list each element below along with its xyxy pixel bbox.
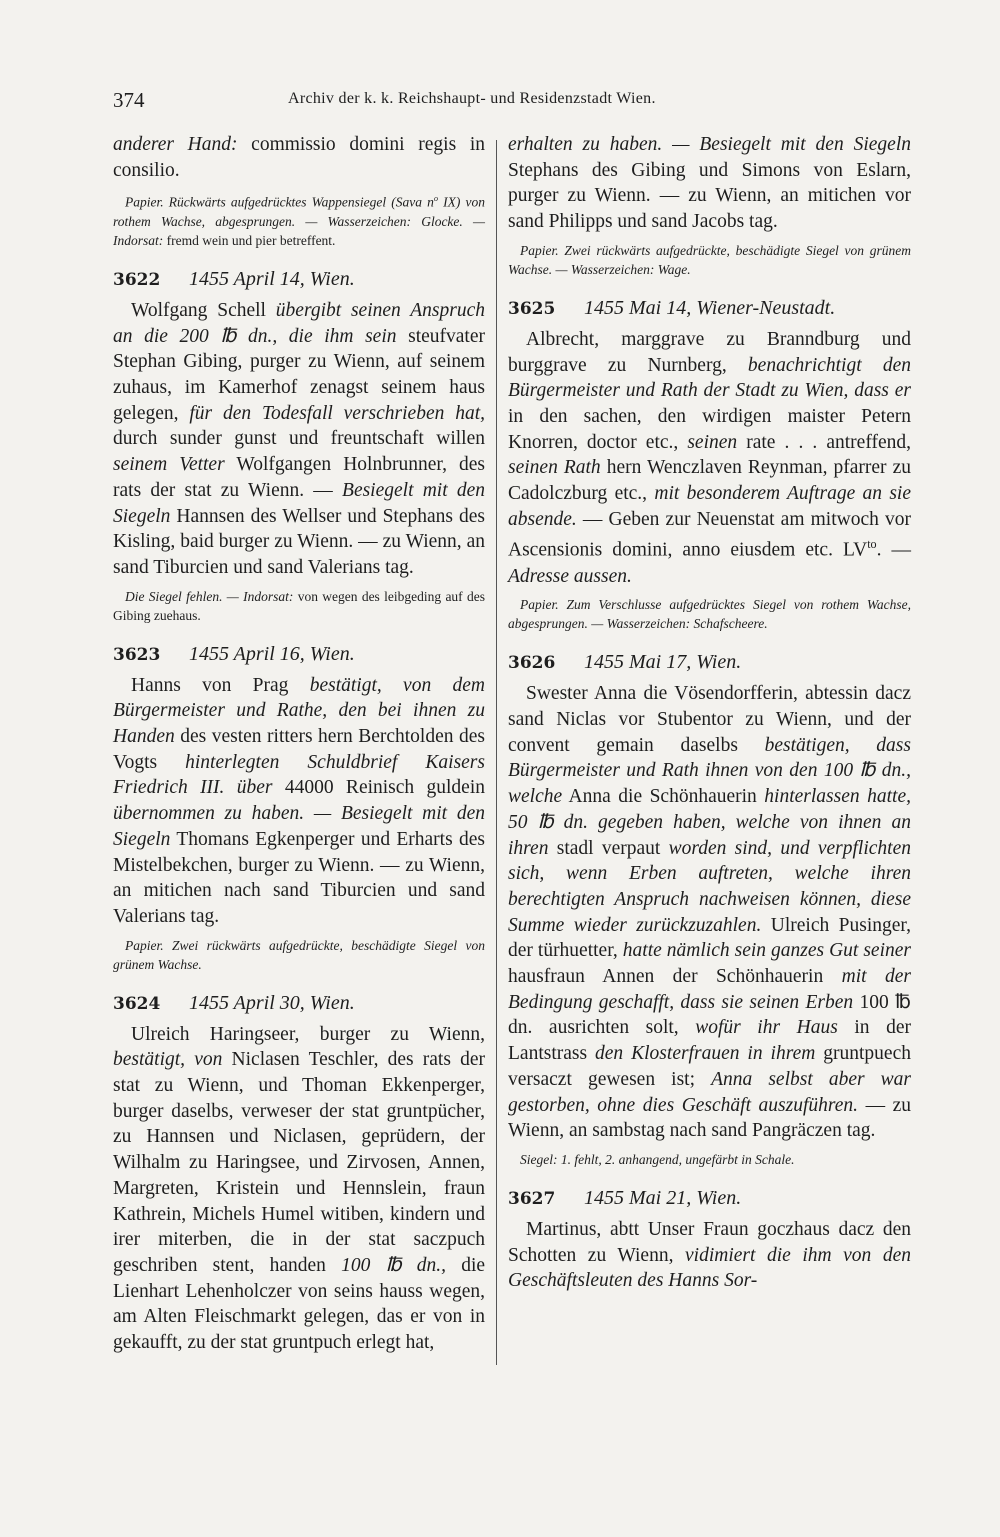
entry-heading [508, 1187, 911, 1215]
text-run: worden sind, und verpflichten sich, wenn Erben auftreten, welche ihren berechtigten Anspruch nachweisen können, diese Summe wieder zurückzuzahlen. [508, 837, 911, 936]
text-run: des vesten ritters hern Berchtolden des Vogts [113, 726, 485, 773]
text-run: wofür ihr Haus [695, 1017, 838, 1039]
entry-heading [113, 643, 485, 671]
text-run: Martinus, abtt Unser Fraun goczhaus dacz den Schotten zu Wienn, [508, 1219, 911, 1266]
entry-3624 [113, 992, 485, 1356]
text-run: Papier. Zum Verschlusse aufgedrücktes Siegel von rothem Wachse, abgesprungen. — Wasserzeichen: Schafscheere. [508, 597, 911, 632]
text-run: vidimiert die ihm von den Geschäftsleuten des Hanns Sor- [508, 1244, 911, 1292]
entry-heading [113, 992, 485, 1020]
archival-note [508, 595, 911, 633]
entry-3627 [508, 1187, 911, 1294]
entry-number: 3627 [508, 1189, 556, 1209]
text-run: — zu Wienn, an sambstag nach sand Pangräczen tag. [508, 1094, 911, 1142]
page-header [0, 88, 1000, 118]
text-run: Ulreich Haringseer, burger zu Wienn, [131, 1023, 485, 1045]
entry-number: 3624 [113, 993, 161, 1014]
text-run: o [433, 194, 439, 204]
text-run: to [867, 537, 877, 552]
text-run: Thomans Egkenperger und Erharts des Mistelbekchen, burger zu Wienn. — zu Wienn, an mitichen nach sand Tiburcien und sand Valerians tag. [113, 828, 485, 927]
entry-date: 1455 Mai 17, Wien. [584, 651, 742, 674]
entry-number: 3622 [113, 269, 161, 290]
text-run: von wegen des leibgeding auf des Gibing zuehaus. [113, 588, 485, 623]
text-run: benachrichtigt den Bürgermeister und Rath der Stadt zu Wien, dass er [508, 354, 911, 402]
entry-text [508, 1217, 911, 1294]
text-run: Besiegelt mit den Siegeln [113, 479, 485, 527]
archival-note [113, 936, 485, 974]
text-run: hausfraun Annen der Schönhauerin [508, 966, 842, 988]
text-run: Papier. Zwei rückwärts aufgedrückte, beschädigte Siegel von grünem Wachse. [113, 937, 485, 972]
text-run: bestätigt, von [113, 1049, 223, 1071]
text-run: in den sachen, den wirdigen maister Petern Knorren, doctor etc., [508, 405, 911, 453]
text-run: LV [842, 539, 868, 561]
entry-date: 1455 Mai 14, Wiener-Neustadt. [584, 296, 836, 319]
text-run: rate . . . antreffend, [737, 431, 911, 453]
text-run: hinterlassen hatte, 50 ℔ dn. gegeben haben, welche von ihnen an ihren [508, 786, 911, 859]
entry-text [508, 327, 911, 590]
entry-number: 3625 [508, 298, 556, 319]
text-run: Wolfgang Schell [131, 299, 276, 321]
text-run: erhalten zu haben. — Besiegelt mit den Siegeln [508, 134, 911, 155]
text-run: Stephans des Gibing und Simons von Eslarn, purger zu Wienn. — zu Wienn, an mitichen vor sand Philipps und sand Jacobs tag. [508, 159, 911, 233]
entry-3622 [113, 268, 485, 625]
continuation-text [508, 132, 911, 235]
text-run: übergibt seinen Anspruch an die 200 ℔ dn., die ihm sein [113, 299, 485, 347]
entry-date: 1455 April 16, Wien. [189, 642, 355, 665]
text-run: durch sunder gunst und freuntschaft willen [113, 428, 485, 450]
text-run: für den Todesfall verschrieben hat, [189, 402, 486, 424]
text-run: Wolfgangen Holnbrunner, des rats der stat zu Wienn. — [113, 454, 485, 501]
entry-heading [508, 297, 911, 325]
text-run: 100 ℔ dn. ausrichten solt, [508, 991, 911, 1039]
left-column [113, 132, 485, 1356]
text-run: 44000 Reinisch guldein [272, 777, 485, 799]
text-run: Adresse aussen. [508, 565, 632, 587]
text-run: Niclasen Teschler, des rats der stat zu Wienn, und Thoman Ekkenperger, burger daselbs, verweser der stat gruntpücher, zu Hannsen und Niclasen, geprüdern, der Wilhalm zu Haringsee, und Zirvosen, Annen, Margreten, Kristein und Hennslein, fraun Kathrein, Michels Humel witiben, kindern und irer miterben, die in der stat saczpuch geschriben stent, handen [113, 1049, 485, 1276]
text-run: mit besonderem Auftrage an sie absende. [508, 483, 912, 530]
text-run: Hanns von Prag [131, 674, 310, 696]
text-run: . — [876, 539, 911, 561]
continuation-text [113, 132, 485, 183]
text-run: hinterlegten Schuldbrief Kaisers Friedrich III. über [113, 751, 485, 799]
archival-note [113, 587, 485, 625]
text-run: — Geben zur Neuenstat am mitwoch vor Ascensionis domini, anno eiusdem etc. [508, 508, 911, 561]
text-run: anderer Hand: [113, 134, 238, 155]
text-run: IX) von rothem Wachse, abgesprungen. — Wasserzeichen: Glocke. — Indorsat: [113, 194, 485, 248]
column-divider [496, 140, 497, 1365]
entry-text [113, 298, 485, 581]
entry-date: 1455 April 30, Wien. [189, 991, 355, 1014]
text-run: Albrecht, marggrave zu Branndburg und burggrave zu Nurnberg, [508, 328, 911, 376]
text-run: Ulreich Pusinger, der türhuetter, [508, 914, 911, 962]
text-run: hatte nämlich sein ganzes Gut seiner [622, 940, 911, 962]
text-run: bestätigen, dass Bürgermeister und Rath ihnen von den 100 ℔ dn., welche [508, 734, 911, 808]
entry-number: 3626 [508, 653, 556, 674]
archival-note [508, 1150, 911, 1169]
entry-date: 1455 Mai 21, Wien. [584, 1187, 742, 1209]
text-run: mit der Bedingung geschafft, dass sie seinen Erben [508, 966, 911, 1013]
text-run: stadl verpaut [548, 837, 669, 859]
entry-text [508, 681, 911, 1144]
text-run: Swester Anna die Vösendorfferin, abtessin dacz sand Niclas vor Stubentor zu Wienn, und der convent gemain daselbs [508, 683, 911, 756]
text-run: seinen Rath [508, 457, 601, 479]
text-run: in der Lantstrass [508, 1017, 911, 1065]
archival-note [113, 189, 485, 250]
entry-3626 [508, 651, 911, 1169]
text-run: seinem Vetter [113, 454, 225, 476]
text-run: übernommen zu haben. — Besiegelt mit den Siegeln [113, 803, 485, 850]
text-run: Die Siegel fehlen. — Indorsat: [125, 588, 294, 604]
text-run: die Lienhart Lehenholczer von seins hauss wegen, am Alten Fleischmarkt gelegen, das er von in gekaufft, zu der stat gruntpuch erlegt hat, [113, 1255, 486, 1354]
text-run: bestätigt, von dem Bürgermeister und Rathe, den bei ihnen zu Handen [113, 674, 485, 748]
text-run: Anna selbst aber war gestorben, ohne dies Geschäft auszuführen. [508, 1068, 911, 1116]
text-run: fremd wein und pier betreffent. [163, 232, 336, 248]
text-run: den Klosterfrauen in ihrem [595, 1043, 816, 1065]
text-run: steufvater Stephan Gibing, purger zu Wienn, auf seinem zuhaus, im Kamerhof zenagst seinem haus gelegen, [113, 325, 485, 424]
archival-note [508, 241, 911, 279]
running-title: Archiv der k. k. Reichshaupt- und Residenzstadt Wien. [288, 90, 656, 107]
text-run: Hannsen des Wellser und Stephans des Kisling, baid burger zu Wienn. — zu Wienn, an sand Tiburcien und sand Valerians tag. [113, 505, 485, 578]
text-run: hern Wenczlaven Reynman, pfarrer zu Cadolczburg etc., [508, 457, 911, 505]
text-run: gruntpuech versaczt gewesen ist; [508, 1043, 911, 1090]
text-run: Siegel: 1. fehlt, 2. anhangend, ungefärbt in Schale. [520, 1152, 795, 1167]
text-run: Papier. Rückwärts aufgedrücktes Wappensiegel (Sava n [125, 194, 434, 210]
entry-3625 [508, 297, 911, 634]
entry-heading [508, 651, 911, 679]
entry-3623 [113, 643, 485, 974]
entry-heading [113, 268, 485, 296]
text-run: commissio domini regis in consilio. [113, 134, 485, 181]
text-run: Papier. Zwei rückwärts aufgedrückte, beschädigte Siegel von grünem Wachse. — Wasserzeichen: Wage. [508, 242, 911, 277]
page-number: 374 [113, 88, 145, 112]
right-column [508, 132, 911, 1294]
entry-number: 3623 [113, 644, 161, 665]
text-run: seinen [687, 431, 738, 453]
text-run: Anna die Schönhauerin [562, 786, 765, 808]
entry-text [113, 1022, 485, 1356]
entry-date: 1455 April 14, Wien. [189, 267, 355, 290]
text-run: 100 ℔ dn., [341, 1255, 446, 1276]
entry-text [113, 673, 485, 930]
